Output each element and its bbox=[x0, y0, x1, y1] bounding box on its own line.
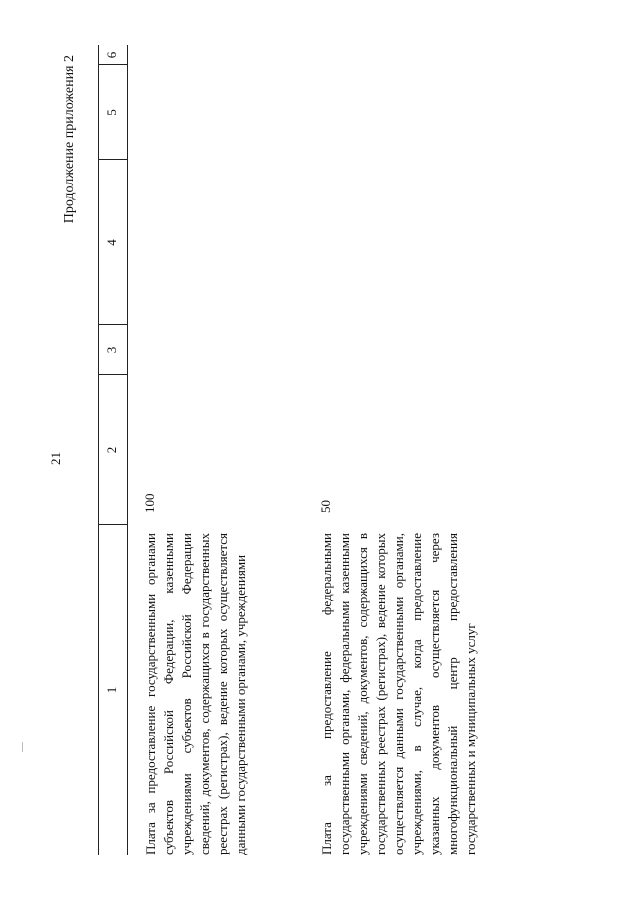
column-header-4: 4 bbox=[104, 239, 119, 246]
row-2-value: 50 bbox=[318, 500, 333, 513]
table-header-bottom-border bbox=[127, 45, 128, 855]
page-number: 21 bbox=[48, 452, 63, 465]
row-2-description: Плата за предоставление федеральными государственными органами, федеральными казенными учреждениями сведений, документов, содержащихся в государственных реестрах (регистрах), ведение которых осуществляется данными государственными органами, учреждениями, в случае, когда предоставление указанных документов осуществляется через многофункциональный центр предоставления государственных и муниципальных услуг bbox=[319, 533, 478, 855]
margin-mark bbox=[22, 742, 23, 752]
table-header bbox=[98, 45, 128, 855]
table-top-border bbox=[98, 45, 99, 855]
column-header-3: 3 bbox=[104, 346, 119, 354]
column-header-5: 5 bbox=[104, 109, 119, 116]
column-header-1: 1 bbox=[104, 686, 119, 694]
column-header-2: 2 bbox=[104, 446, 119, 454]
continuation-label: Продолжение приложения 2 bbox=[62, 55, 77, 224]
row-1-description: Плата за предоставление государственными органами субъектов Российской Федерации, казенными учреждениями субъектов Российской Федерации сведений, документов, содержащихся в государственных реестрах (регистрах), ведение которых осуществляется данными государственными органами, учреждениями bbox=[143, 533, 248, 855]
column-header-6: 6 bbox=[104, 51, 119, 59]
row-1-value: 100 bbox=[142, 493, 157, 513]
